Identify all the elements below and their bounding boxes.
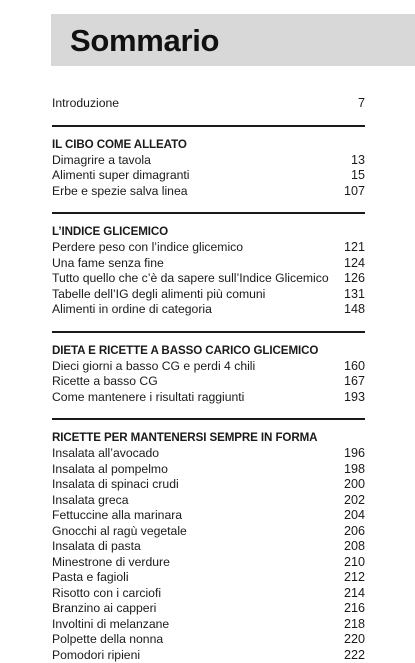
- toc-entry[interactable]: [52, 462, 365, 478]
- toc-entry[interactable]: [52, 446, 365, 462]
- toc-entry-title: Una fame senza fine: [52, 256, 164, 272]
- toc-entry-page: 214: [344, 586, 365, 602]
- toc-entry[interactable]: [52, 601, 365, 617]
- toc-entry-title: Insalata greca: [52, 493, 129, 509]
- table-of-contents: [52, 94, 365, 663]
- section-divider: [52, 212, 365, 214]
- section-divider: [52, 331, 365, 333]
- toc-entry-page: 212: [344, 570, 365, 586]
- toc-entry-introduction[interactable]: [52, 96, 365, 112]
- toc-entry-page: 198: [344, 462, 365, 478]
- toc-entry-title: Introduzione: [52, 96, 119, 112]
- toc-entry-page: 124: [344, 256, 365, 272]
- toc-entry-title: Ricette a basso CG: [52, 374, 158, 390]
- section-heading: L’INDICE GLICEMICO: [52, 224, 365, 239]
- toc-entry[interactable]: [52, 617, 365, 633]
- toc-entry[interactable]: [52, 302, 365, 318]
- toc-sections: [52, 125, 365, 663]
- toc-section: [52, 418, 365, 663]
- section-heading: DIETA E RICETTE A BASSO CARICO GLICEMICO: [52, 343, 365, 358]
- toc-entry[interactable]: [52, 508, 365, 524]
- toc-entry-title: Insalata di spinaci crudi: [52, 477, 179, 493]
- toc-entry-title: Insalata al pompelmo: [52, 462, 168, 478]
- toc-entry-page: 15: [351, 168, 365, 184]
- toc-entry[interactable]: [52, 493, 365, 509]
- toc-entry[interactable]: [52, 271, 365, 287]
- toc-entry-title: Insalata all’avocado: [52, 446, 159, 462]
- toc-entry-title: Erbe e spezie salva linea: [52, 184, 188, 200]
- toc-entry-page: 13: [351, 153, 365, 169]
- toc-entry-title: Fettuccine alla marinara: [52, 508, 182, 524]
- toc-entry[interactable]: [52, 359, 365, 375]
- toc-entry-page: 210: [344, 555, 365, 571]
- toc-entry-title: Pomodori ripieni: [52, 648, 140, 663]
- toc-entry-page: 193: [344, 390, 365, 406]
- toc-entry[interactable]: [52, 555, 365, 571]
- toc-entry-page: 7: [358, 96, 365, 112]
- toc-entry-page: 148: [344, 302, 365, 318]
- toc-entry-title: Polpette della nonna: [52, 632, 163, 648]
- toc-entry[interactable]: [52, 524, 365, 540]
- toc-entry-page: 206: [344, 524, 365, 540]
- toc-entry-title: Insalata di pasta: [52, 539, 141, 555]
- toc-entry-page: 126: [344, 271, 365, 287]
- toc-entry-page: 196: [344, 446, 365, 462]
- toc-section: [52, 331, 365, 406]
- toc-entry-page: 208: [344, 539, 365, 555]
- toc-section: [52, 212, 365, 318]
- toc-entry[interactable]: [52, 374, 365, 390]
- section-heading: IL CIBO COME ALLEATO: [52, 137, 365, 152]
- section-divider: [52, 418, 365, 420]
- toc-entry-page: 220: [344, 632, 365, 648]
- toc-entry-title: Alimenti in ordine di categoria: [52, 302, 212, 318]
- toc-entry-title: Tabelle dell’IG degli alimenti più comuni: [52, 287, 265, 303]
- toc-entry-page: 107: [344, 184, 365, 200]
- toc-section: [52, 125, 365, 200]
- toc-entry[interactable]: [52, 256, 365, 272]
- toc-entry-page: 204: [344, 508, 365, 524]
- toc-entry-title: Tutto quello che c’è da sapere sull’Indice Glicemico: [52, 271, 329, 287]
- toc-entry[interactable]: [52, 648, 365, 663]
- toc-entry[interactable]: [52, 570, 365, 586]
- toc-entry[interactable]: [52, 539, 365, 555]
- toc-entry[interactable]: [52, 153, 365, 169]
- toc-entry-page: 121: [344, 240, 365, 256]
- toc-entry-page: 216: [344, 601, 365, 617]
- toc-entry-page: 131: [344, 287, 365, 303]
- toc-entry-page: 222: [344, 648, 365, 663]
- toc-entry-page: 218: [344, 617, 365, 633]
- toc-entry[interactable]: [52, 184, 365, 200]
- toc-entry[interactable]: [52, 168, 365, 184]
- toc-entry-title: Minestrone di verdure: [52, 555, 170, 571]
- toc-entry-title: Dieci giorni a basso CG e perdi 4 chili: [52, 359, 255, 375]
- toc-entry-title: Risotto con i carciofi: [52, 586, 161, 602]
- toc-entry-title: Involtini di melanzane: [52, 617, 169, 633]
- toc-entry[interactable]: [52, 287, 365, 303]
- section-divider: [52, 125, 365, 127]
- toc-entry[interactable]: [52, 477, 365, 493]
- toc-entry[interactable]: [52, 390, 365, 406]
- toc-entry-title: Alimenti super dimagranti: [52, 168, 190, 184]
- page-title: Sommario: [70, 23, 219, 59]
- toc-entry-title: Branzino ai capperi: [52, 601, 156, 617]
- toc-entry-page: 167: [344, 374, 365, 390]
- toc-entry[interactable]: [52, 240, 365, 256]
- toc-entry-title: Pasta e fagioli: [52, 570, 129, 586]
- toc-entry[interactable]: [52, 586, 365, 602]
- toc-entry-page: 202: [344, 493, 365, 509]
- toc-entry-page: 200: [344, 477, 365, 493]
- toc-entry-title: Dimagrire a tavola: [52, 153, 151, 169]
- toc-entry-title: Come mantenere i risultati raggiunti: [52, 390, 244, 406]
- toc-entry-title: Perdere peso con l’indice glicemico: [52, 240, 243, 256]
- section-heading: RICETTE PER MANTENERSI SEMPRE IN FORMA: [52, 430, 365, 445]
- toc-entry-page: 160: [344, 359, 365, 375]
- toc-entry-title: Gnocchi al ragù vegetale: [52, 524, 187, 540]
